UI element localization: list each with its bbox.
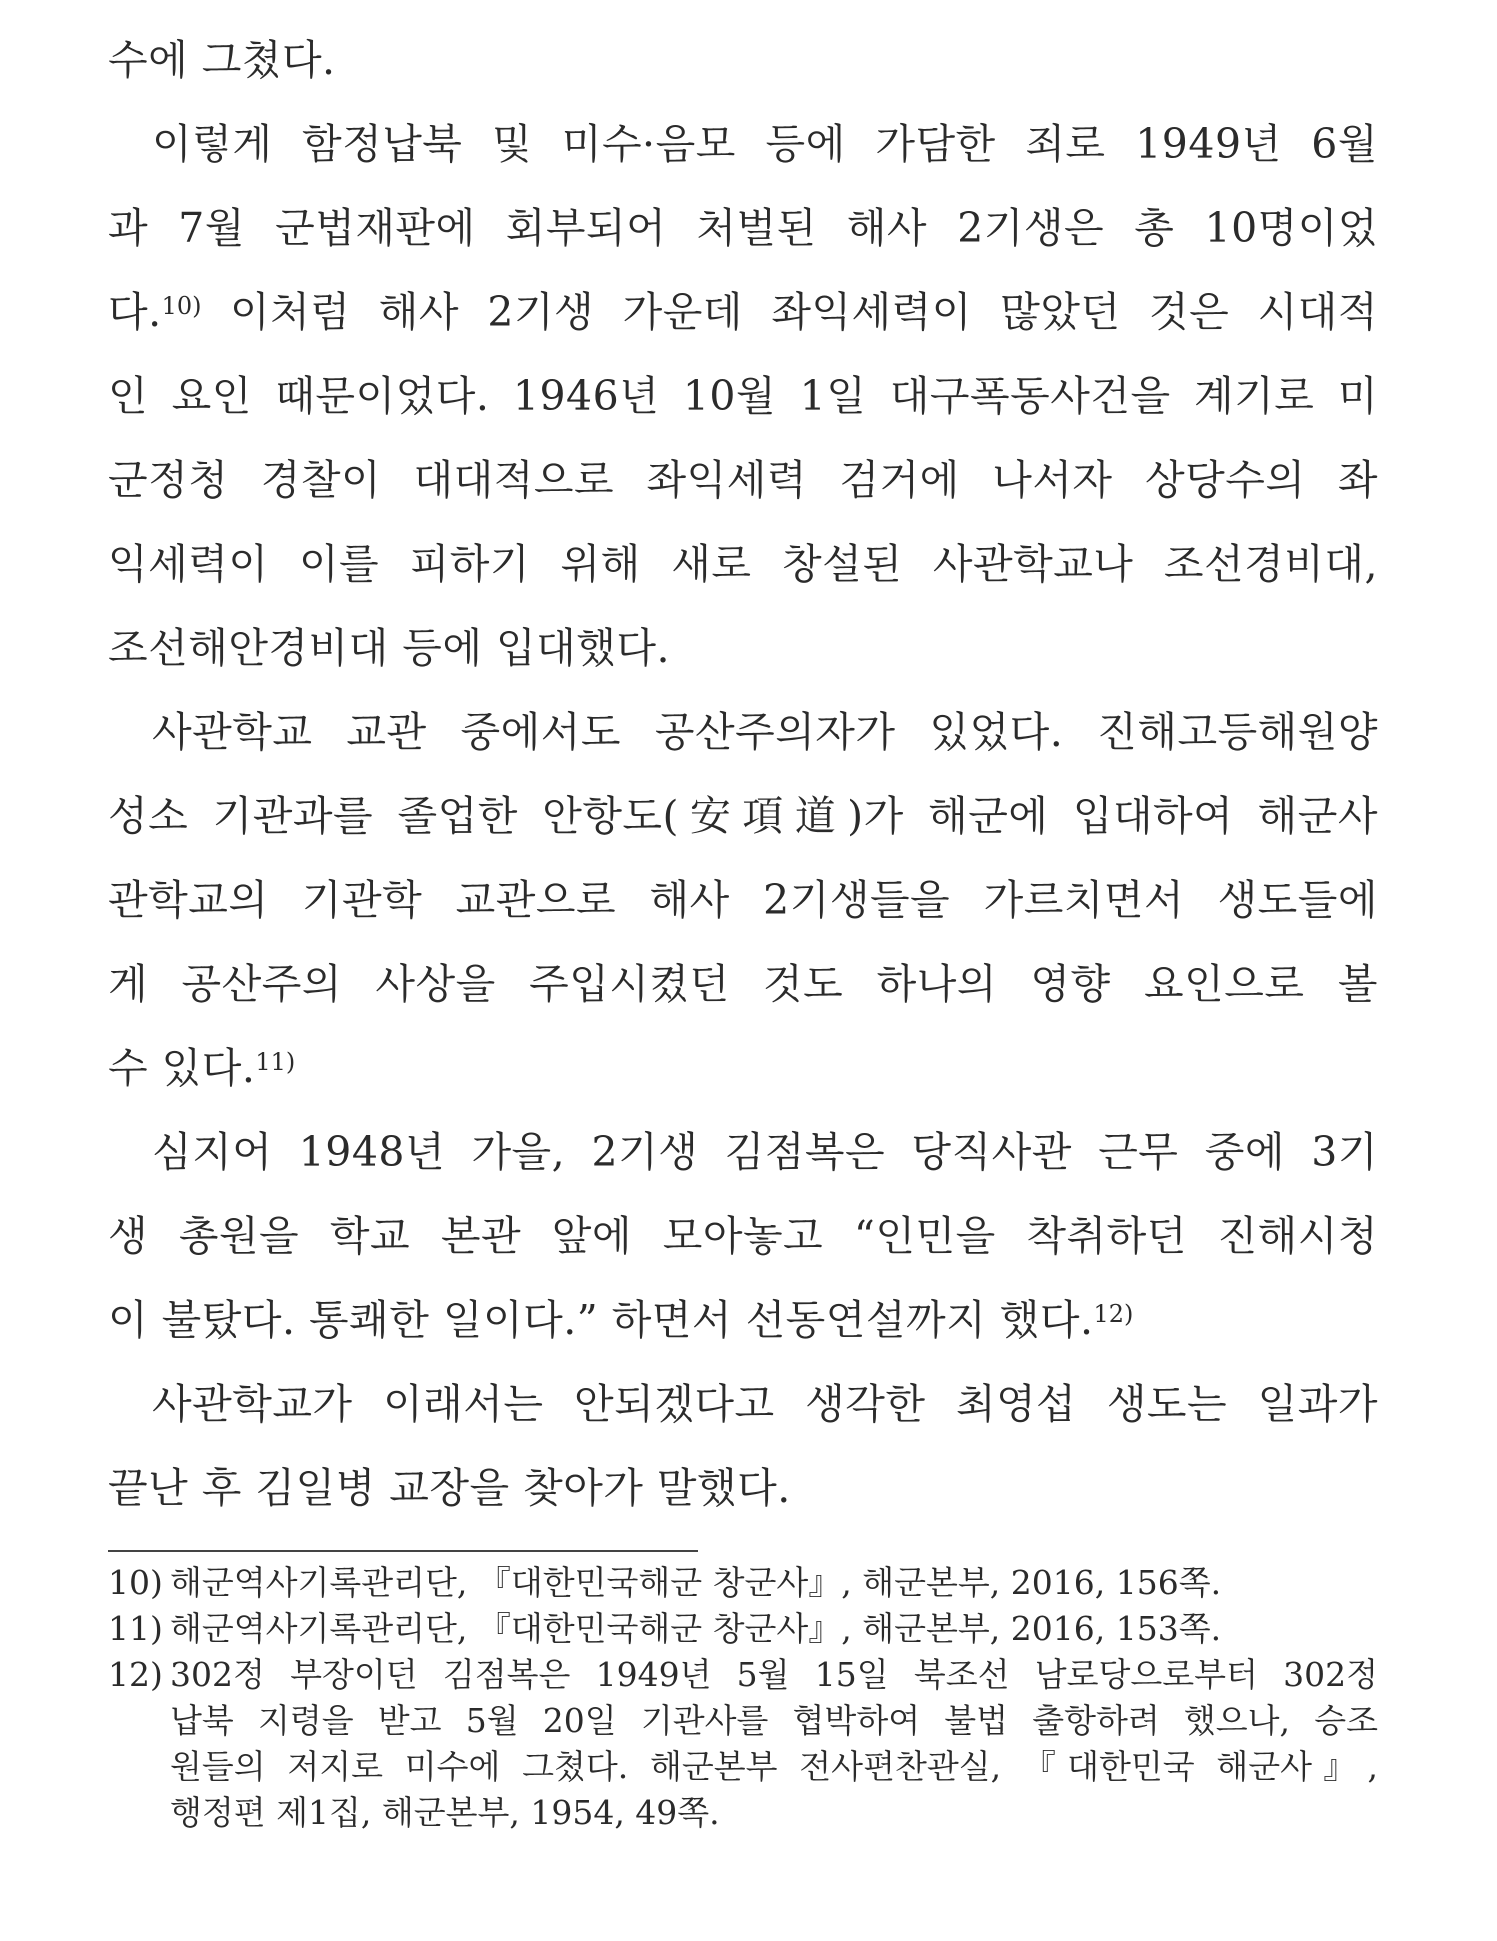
footnote-11 [108, 1606, 1378, 1652]
footnote-text [170, 1560, 1378, 1606]
body-line: 관학교의 기관학 교관으로 해사 2기생들을 가르치면서 생도들에 [108, 876, 1378, 924]
body-line: 군정청 경찰이 대대적으로 좌익세력 검거에 나서자 상당수의 좌 [108, 456, 1378, 504]
body-text [108, 18, 1378, 1530]
body-line: 생 총원을 학교 본관 앞에 모아놓고 “인민을 착취하던 진해시청 [108, 1212, 1378, 1260]
footnote-text [170, 1652, 1378, 1836]
body-line: 수 있다.$^{11)}$ [108, 1044, 296, 1092]
footnote-line: 해군역사기록관리단, 『대한민국해군 창군사』, 해군본부, 2016, 156쪽. [170, 1563, 1222, 1602]
body-line: 과 7월 군법재판에 회부되어 처벌된 해사 2기생은 총 10명이었 [108, 204, 1378, 252]
body-line: 게 공산주의 사상을 주입시켰던 것도 하나의 영향 요인으로 볼 [108, 960, 1378, 1008]
footnote-line: 302정 부장이던 김점복은 1949년 5월 15일 북조선 남로당으로부터 302정 [170, 1655, 1378, 1694]
footnote-text [170, 1606, 1378, 1652]
body-line: 다.$^{10)}$ 이처럼 해사 2기생 가운데 좌익세력이 많았던 것은 시대적 [108, 288, 1378, 336]
body-line: 조선해안경비대 등에 입대했다. [108, 624, 670, 672]
footnote-ref-10[interactable]: 10) [161, 292, 202, 320]
footnote-10 [108, 1560, 1378, 1606]
body-line: 수에 그쳤다. [108, 36, 336, 84]
footnote-line: 납북 지령을 받고 5월 20일 기관사를 협박하여 불법 출항하려 했으나, 승조 [170, 1701, 1378, 1740]
body-line: 익세력이 이를 피하기 위해 새로 창설된 사관학교나 조선경비대, [108, 540, 1378, 588]
footnote-number: 12) [108, 1655, 163, 1694]
body-line: 성소 기관과를 졸업한 안항도(安項道)가 해군에 입대하여 해군사 [108, 792, 1378, 840]
body-line: 끝난 후 김일병 교장을 찾아가 말했다. [108, 1464, 791, 1512]
footnote-ref-12[interactable]: 12) [1093, 1300, 1134, 1328]
footnote-12 [108, 1652, 1378, 1836]
body-line: 인 요인 때문이었다. 1946년 10월 1일 대구폭동사건을 계기로 미 [108, 372, 1378, 420]
body-line: 이렇게 함정납북 및 미수·음모 등에 가담한 죄로 1949년 6월 [152, 120, 1378, 168]
body-line: 사관학교가 이래서는 안되겠다고 생각한 최영섭 생도는 일과가 [152, 1380, 1378, 1428]
body-line: 이 불탔다. 통쾌한 일이다.” 하면서 선동연설까지 했다.$^{12)}$ [108, 1296, 1134, 1344]
footnote-number: 10) [108, 1563, 163, 1602]
footnote-ref-11[interactable]: 11) [255, 1048, 296, 1076]
footnote-line: 원들의 저지로 미수에 그쳤다. 해군본부 전사편찬관실, 『대한민국 해군사』, [170, 1747, 1378, 1786]
footnote-number: 11) [108, 1609, 163, 1648]
body-line: 사관학교 교관 중에서도 공산주의자가 있었다. 진해고등해원양 [152, 708, 1378, 756]
footnote-divider [108, 1550, 698, 1552]
footnotes [108, 1560, 1378, 1836]
body-line: 심지어 1948년 가을, 2기생 김점복은 당직사관 근무 중에 3기 [152, 1128, 1378, 1176]
footnote-line: 행정편 제1집, 해군본부, 1954, 49쪽. [170, 1793, 720, 1832]
footnote-line: 해군역사기록관리단, 『대한민국해군 창군사』, 해군본부, 2016, 153쪽. [170, 1609, 1222, 1648]
